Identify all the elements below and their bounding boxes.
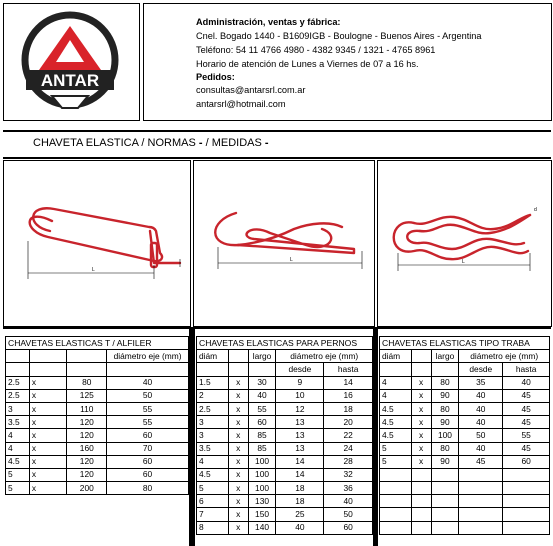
table-cell: 28 bbox=[324, 455, 373, 468]
table-cell: 13 bbox=[276, 416, 324, 429]
table-row bbox=[380, 429, 550, 442]
table-cell: 40 bbox=[459, 389, 503, 402]
info-orders-heading: Pedidos: bbox=[196, 72, 235, 82]
table-cell: 50 bbox=[459, 429, 503, 442]
empty-header-cell bbox=[6, 350, 30, 363]
table-cell: 14 bbox=[276, 468, 324, 481]
empty-cell bbox=[431, 495, 459, 508]
table-cell: 9 bbox=[276, 376, 324, 389]
table-cell: 24 bbox=[324, 442, 373, 455]
table-title: CHAVETAS ELASTICAS T / ALFILER bbox=[6, 337, 189, 350]
column-divider-2 bbox=[373, 327, 378, 546]
table-cell: 45 bbox=[503, 402, 550, 415]
table-cell: 160 bbox=[67, 442, 107, 455]
drawing-pernos bbox=[193, 160, 375, 327]
table-cell: x bbox=[411, 389, 431, 402]
table-row bbox=[197, 416, 373, 429]
table-cell: x bbox=[228, 389, 248, 402]
info-email-1: consultas@antarsrl.com.ar bbox=[196, 85, 306, 95]
table-cell: x bbox=[29, 482, 67, 495]
table-cell: 90 bbox=[431, 416, 459, 429]
table-cell: 45 bbox=[503, 389, 550, 402]
table-cell: 2.5 bbox=[6, 389, 30, 402]
header-hasta: hasta bbox=[503, 363, 550, 376]
empty-cell bbox=[503, 482, 550, 495]
header-eje: diámetro eje (mm) bbox=[276, 350, 373, 363]
table-cell: 60 bbox=[107, 429, 189, 442]
table-cell: 13 bbox=[276, 429, 324, 442]
empty-header-cell bbox=[29, 350, 67, 363]
table-cell: 35 bbox=[459, 376, 503, 389]
table-cell: 10 bbox=[276, 389, 324, 402]
table-row bbox=[197, 455, 373, 468]
empty-header-cell bbox=[228, 350, 248, 363]
header-diam: diám bbox=[380, 350, 412, 363]
table-cell: x bbox=[228, 508, 248, 521]
table-cell: 150 bbox=[248, 508, 276, 521]
table-cell: 60 bbox=[107, 455, 189, 468]
table-empty-row bbox=[380, 508, 550, 521]
table-empty-row bbox=[380, 482, 550, 495]
table-cell: x bbox=[29, 429, 67, 442]
table-subheader-row bbox=[197, 363, 373, 376]
table-cell: 2.5 bbox=[197, 402, 229, 415]
header-desde: desde bbox=[276, 363, 324, 376]
empty-cell bbox=[197, 363, 229, 376]
empty-cell bbox=[459, 521, 503, 534]
empty-cell bbox=[459, 482, 503, 495]
table-cell: x bbox=[411, 455, 431, 468]
table-cell: 4 bbox=[6, 429, 30, 442]
table-title: CHAVETAS ELASTICAS PARA PERNOS bbox=[197, 337, 373, 350]
table-cell: 120 bbox=[67, 429, 107, 442]
table-cell: 4 bbox=[380, 376, 412, 389]
drawing-traba bbox=[377, 160, 552, 327]
table-cell: 100 bbox=[248, 468, 276, 481]
table-row bbox=[197, 495, 373, 508]
drawing-alfiler bbox=[3, 160, 191, 327]
empty-cell bbox=[228, 363, 248, 376]
table-row bbox=[6, 482, 189, 495]
table-cell: 32 bbox=[324, 468, 373, 481]
empty-cell bbox=[67, 363, 107, 376]
empty-cell bbox=[411, 495, 431, 508]
empty-cell bbox=[29, 363, 67, 376]
column-divider-1 bbox=[189, 327, 195, 546]
table-cell: 110 bbox=[67, 402, 107, 415]
table-title: CHAVETAS ELASTICAS TIPO TRABA bbox=[380, 337, 550, 350]
table-top-rule bbox=[3, 327, 551, 329]
table-cell: 40 bbox=[324, 495, 373, 508]
empty-cell bbox=[411, 508, 431, 521]
table-row bbox=[6, 402, 189, 415]
empty-cell bbox=[411, 468, 431, 481]
empty-cell bbox=[6, 363, 30, 376]
table-cell: 3 bbox=[197, 416, 229, 429]
empty-cell bbox=[503, 521, 550, 534]
empty-cell bbox=[380, 495, 412, 508]
table-cell: 40 bbox=[459, 442, 503, 455]
table-cell: 80 bbox=[67, 376, 107, 389]
table-row bbox=[6, 455, 189, 468]
empty-cell bbox=[431, 521, 459, 534]
header-eje: diámetro eje (mm) bbox=[107, 350, 189, 363]
empty-cell bbox=[411, 521, 431, 534]
company-info bbox=[143, 3, 552, 121]
table-cell: x bbox=[228, 402, 248, 415]
table-cell: 4.5 bbox=[197, 468, 229, 481]
table-cell: 80 bbox=[107, 482, 189, 495]
table-cell: 40 bbox=[503, 376, 550, 389]
table-cell: 2 bbox=[197, 389, 229, 402]
table-row bbox=[380, 389, 550, 402]
table-cell: x bbox=[228, 455, 248, 468]
table-cell: 120 bbox=[67, 416, 107, 429]
table-cell: 55 bbox=[503, 429, 550, 442]
table-cell: 55 bbox=[107, 402, 189, 415]
table-cell: 80 bbox=[431, 442, 459, 455]
empty-cell bbox=[380, 521, 412, 534]
table-cell: x bbox=[411, 416, 431, 429]
table-row bbox=[197, 429, 373, 442]
table-cell: 8 bbox=[197, 521, 229, 534]
empty-cell bbox=[503, 508, 550, 521]
table-row bbox=[197, 376, 373, 389]
table-cell: 36 bbox=[324, 482, 373, 495]
empty-cell bbox=[411, 363, 431, 376]
empty-cell bbox=[248, 363, 276, 376]
table-cell: 7 bbox=[197, 508, 229, 521]
table-row bbox=[380, 442, 550, 455]
table-cell: 40 bbox=[276, 521, 324, 534]
table-cell: 2.5 bbox=[6, 376, 30, 389]
info-hours: Horario de atención de Lunes a Viernes de 07 a 16 hs. bbox=[196, 59, 419, 69]
table-header-row bbox=[380, 350, 550, 363]
table-row bbox=[197, 482, 373, 495]
table-cell: 40 bbox=[107, 376, 189, 389]
table-cell: 90 bbox=[431, 455, 459, 468]
table-row bbox=[6, 442, 189, 455]
table-cell: 40 bbox=[459, 416, 503, 429]
empty-cell bbox=[380, 363, 412, 376]
empty-cell bbox=[380, 508, 412, 521]
header-hasta: hasta bbox=[324, 363, 373, 376]
table-cell: 80 bbox=[431, 376, 459, 389]
table-cell: 40 bbox=[459, 402, 503, 415]
table-row bbox=[380, 455, 550, 468]
table-cell: x bbox=[228, 442, 248, 455]
table-cell: x bbox=[29, 389, 67, 402]
table-cell: x bbox=[411, 376, 431, 389]
table-row bbox=[6, 468, 189, 481]
traba-pin-diagram bbox=[378, 161, 551, 326]
empty-cell bbox=[380, 482, 412, 495]
empty-cell bbox=[411, 482, 431, 495]
table-row bbox=[197, 521, 373, 534]
table-row bbox=[197, 442, 373, 455]
table-empty-row bbox=[380, 468, 550, 481]
table-cell: x bbox=[29, 402, 67, 415]
table-cell: x bbox=[29, 416, 67, 429]
info-phone: Teléfono: 54 11 4766 4980 - 4382 9345 / 1321 - 4765 8961 bbox=[196, 45, 436, 55]
table-cell: x bbox=[29, 468, 67, 481]
table-cell: 12 bbox=[276, 402, 324, 415]
page-title: CHAVETA ELASTICA / NORMAS - / MEDIDAS - bbox=[33, 137, 269, 149]
table-traba bbox=[379, 336, 550, 535]
table-cell: x bbox=[228, 521, 248, 534]
table-cell: 200 bbox=[67, 482, 107, 495]
table-cell: 130 bbox=[248, 495, 276, 508]
table-cell: x bbox=[411, 442, 431, 455]
table-cell: x bbox=[228, 416, 248, 429]
logo-text: ANTAR bbox=[40, 71, 100, 90]
table-cell: 85 bbox=[248, 442, 276, 455]
empty-cell bbox=[380, 468, 412, 481]
table-cell: 125 bbox=[67, 389, 107, 402]
table-cell: x bbox=[29, 376, 67, 389]
table-pernos bbox=[196, 336, 373, 535]
table-header-row bbox=[6, 350, 189, 363]
table-row bbox=[197, 389, 373, 402]
empty-cell bbox=[459, 495, 503, 508]
table-empty-row bbox=[380, 521, 550, 534]
info-address: Cnel. Bogado 1440 - B1609IGB - Boulogne - Buenos Aires - Argentina bbox=[196, 31, 482, 41]
table-cell: 14 bbox=[276, 455, 324, 468]
table-row bbox=[197, 402, 373, 415]
table-row bbox=[380, 416, 550, 429]
empty-cell bbox=[459, 468, 503, 481]
dim-label-d: d bbox=[534, 207, 537, 213]
table-cell: x bbox=[29, 455, 67, 468]
pernos-pin-diagram bbox=[194, 161, 374, 326]
title-bar bbox=[3, 130, 551, 159]
dim-label-L: L bbox=[92, 267, 95, 273]
logo-box bbox=[3, 3, 140, 121]
header-eje: diámetro eje (mm) bbox=[459, 350, 550, 363]
table-row bbox=[197, 508, 373, 521]
table-cell: x bbox=[29, 442, 67, 455]
table-cell: 5 bbox=[6, 468, 30, 481]
table-cell: 25 bbox=[276, 508, 324, 521]
table-cell: 90 bbox=[431, 389, 459, 402]
table-cell: x bbox=[228, 468, 248, 481]
table-cell: 13 bbox=[276, 442, 324, 455]
empty-cell bbox=[107, 363, 189, 376]
empty-header-cell bbox=[411, 350, 431, 363]
table-cell: 100 bbox=[248, 455, 276, 468]
table-cell: 50 bbox=[107, 389, 189, 402]
table-alfiler bbox=[5, 336, 189, 495]
table-cell: 4 bbox=[6, 442, 30, 455]
table-cell: 55 bbox=[248, 402, 276, 415]
table-cell: 1.5 bbox=[197, 376, 229, 389]
table-row bbox=[6, 389, 189, 402]
empty-header-cell bbox=[67, 350, 107, 363]
table-cell: 14 bbox=[324, 376, 373, 389]
table-cell: 5 bbox=[380, 455, 412, 468]
table-cell: 4.5 bbox=[380, 429, 412, 442]
table-row bbox=[6, 416, 189, 429]
table-cell: 45 bbox=[459, 455, 503, 468]
table-header-row bbox=[197, 350, 373, 363]
table-cell: 30 bbox=[248, 376, 276, 389]
header-diam: diám bbox=[197, 350, 229, 363]
table-cell: 18 bbox=[276, 495, 324, 508]
table-cell: 100 bbox=[431, 429, 459, 442]
table-cell: 3.5 bbox=[6, 416, 30, 429]
table-cell: 4.5 bbox=[6, 455, 30, 468]
table-cell: 4.5 bbox=[380, 416, 412, 429]
table-cell: 45 bbox=[503, 416, 550, 429]
table-title-row bbox=[6, 337, 189, 350]
table-cell: 140 bbox=[248, 521, 276, 534]
table-title-row bbox=[380, 337, 550, 350]
header-largo: largo bbox=[248, 350, 276, 363]
table-cell: 3 bbox=[6, 402, 30, 415]
table-cell: x bbox=[228, 429, 248, 442]
table-cell: 5 bbox=[380, 442, 412, 455]
table-cell: 4.5 bbox=[380, 402, 412, 415]
table-row bbox=[197, 468, 373, 481]
table-cell: 3.5 bbox=[197, 442, 229, 455]
dim-label-L-3: L bbox=[462, 259, 465, 265]
table-cell: 60 bbox=[503, 455, 550, 468]
table-cell: 6 bbox=[197, 495, 229, 508]
header-desde: desde bbox=[459, 363, 503, 376]
dim-label-L-2: L bbox=[290, 257, 293, 263]
table-cell: x bbox=[228, 482, 248, 495]
table-subheader-row bbox=[380, 363, 550, 376]
alfiler-pin-diagram bbox=[4, 161, 190, 326]
header-largo: largo bbox=[431, 350, 459, 363]
info-email-2: antarsrl@hotmail.com bbox=[196, 99, 286, 109]
empty-cell bbox=[503, 495, 550, 508]
table-cell: 80 bbox=[431, 402, 459, 415]
table-cell: x bbox=[228, 376, 248, 389]
table-cell: 5 bbox=[197, 482, 229, 495]
table-cell: 40 bbox=[248, 389, 276, 402]
table-row bbox=[380, 376, 550, 389]
table-cell: 4 bbox=[380, 389, 412, 402]
table-cell: 70 bbox=[107, 442, 189, 455]
table-cell: x bbox=[411, 402, 431, 415]
table-cell: 20 bbox=[324, 416, 373, 429]
table-cell: 18 bbox=[324, 402, 373, 415]
table-title-row bbox=[197, 337, 373, 350]
table-cell: 60 bbox=[248, 416, 276, 429]
table-cell: 120 bbox=[67, 455, 107, 468]
table-cell: 5 bbox=[6, 482, 30, 495]
table-spacer-row bbox=[6, 363, 189, 376]
table-cell: 3 bbox=[197, 429, 229, 442]
table-cell: x bbox=[228, 495, 248, 508]
info-heading: Administración, ventas y fábrica: bbox=[196, 17, 341, 27]
table-row bbox=[380, 402, 550, 415]
table-cell: 60 bbox=[107, 468, 189, 481]
table-cell: x bbox=[411, 429, 431, 442]
table-cell: 18 bbox=[276, 482, 324, 495]
table-cell: 22 bbox=[324, 429, 373, 442]
table-row bbox=[6, 376, 189, 389]
antar-logo bbox=[4, 4, 139, 120]
table-cell: 4 bbox=[197, 455, 229, 468]
table-cell: 50 bbox=[324, 508, 373, 521]
table-cell: 45 bbox=[503, 442, 550, 455]
table-cell: 120 bbox=[67, 468, 107, 481]
table-empty-row bbox=[380, 495, 550, 508]
empty-cell bbox=[503, 468, 550, 481]
empty-cell bbox=[431, 508, 459, 521]
table-cell: 16 bbox=[324, 389, 373, 402]
table-cell: 60 bbox=[324, 521, 373, 534]
empty-cell bbox=[459, 508, 503, 521]
empty-cell bbox=[431, 482, 459, 495]
table-cell: 85 bbox=[248, 429, 276, 442]
table-cell: 100 bbox=[248, 482, 276, 495]
table-row bbox=[6, 429, 189, 442]
empty-cell bbox=[431, 468, 459, 481]
table-cell: 55 bbox=[107, 416, 189, 429]
empty-cell bbox=[431, 363, 459, 376]
